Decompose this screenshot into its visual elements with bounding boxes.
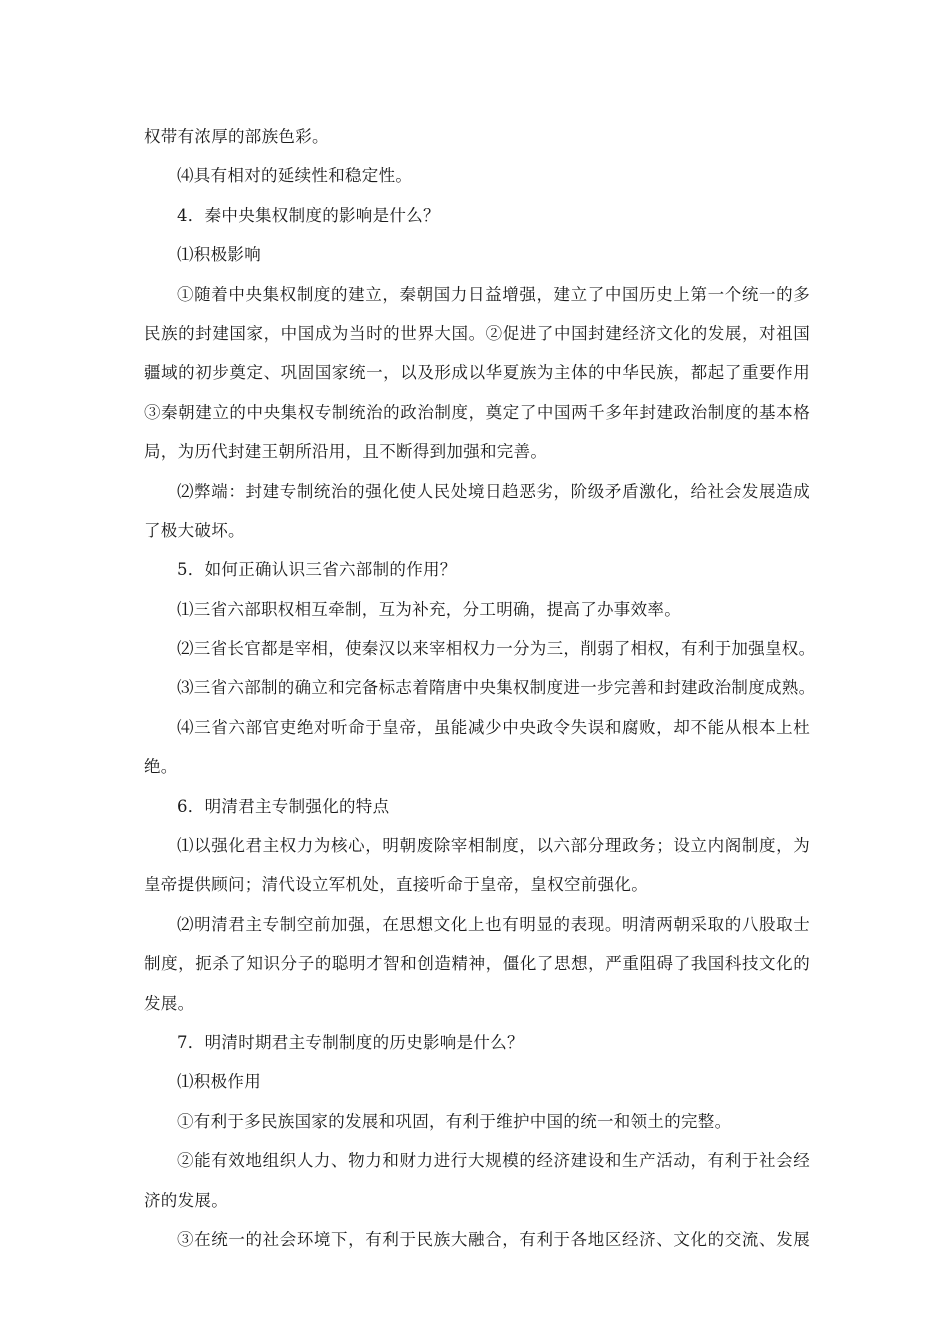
text-line: 4．秦中央集权制度的影响是什么？ xyxy=(177,205,440,225)
text-line: ⑵明清君主专制空前加强，在思想文化上也有明显的表现。明清两朝采取的八股取士 xyxy=(177,914,810,934)
text-line: ①随着中央集权制度的建立，秦朝国力日益增强，建立了中国历史上第一个统一的多 xyxy=(177,284,810,304)
text-line: ⑷三省六部官吏绝对听命于皇帝，虽能减少中央政令失误和腐败，却不能从根本上杜 xyxy=(177,717,810,737)
text-line: 绝。 xyxy=(144,757,178,777)
text-line: 发展。 xyxy=(144,993,195,1013)
text-line: ⑷具有相对的延续性和稳定性。 xyxy=(177,166,413,186)
text-line: ⑴积极作用 xyxy=(177,1072,261,1092)
text-line: ⑵三省长官都是宰相，使秦汉以来宰相权力一分为三，削弱了相权，有利于加强皇权。 xyxy=(177,639,816,659)
text-line: 5．如何正确认识三省六部制的作用？ xyxy=(177,560,457,580)
text-line: ⑴三省六部职权相互牵制，互为补充，分工明确，提高了办事效率。 xyxy=(177,599,681,619)
text-line: 6．明清君主专制强化的特点 xyxy=(177,796,390,816)
text-line: 了极大破坏。 xyxy=(144,520,245,540)
text-line: ③在统一的社会环境下，有利于民族大融合，有利于各地区经济、文化的交流、发展 xyxy=(177,1229,810,1249)
text-line: ⑶三省六部制的确立和完备标志着隋唐中央集权制度进一步完善和封建政治制度成熟。 xyxy=(177,678,816,698)
text-line: ③秦朝建立的中央集权专制统治的政治制度，奠定了中国两千多年封建政治制度的基本格 xyxy=(144,402,810,422)
text-line: 济的发展。 xyxy=(144,1190,228,1210)
text-line: 局，为历代封建王朝所沿用，且不断得到加强和完善。 xyxy=(144,442,548,462)
text-line: ①有利于多民族国家的发展和巩固，有利于维护中国的统一和领土的完整。 xyxy=(177,1111,732,1131)
text-line: ⑴积极影响 xyxy=(177,245,261,265)
text-line: 7．明清时期君主专制制度的历史影响是什么？ xyxy=(177,1032,524,1052)
text-line: ⑴以强化君主权力为核心，明朝废除宰相制度，以六部分理政务；设立内阁制度，为 xyxy=(177,836,810,856)
document-page xyxy=(144,117,816,1259)
text-line: 权带有浓厚的部族色彩。 xyxy=(144,127,329,146)
text-line: 民族的封建国家，中国成为当时的世界大国。②促进了中国封建经济文化的发展，对祖国 xyxy=(144,323,810,343)
text-line: ②能有效地组织人力、物力和财力进行大规模的经济建设和生产活动，有利于社会经 xyxy=(177,1151,810,1171)
text-line: 疆域的初步奠定、巩固国家统一，以及形成以华夏族为主体的中华民族，都起了重要作用 xyxy=(144,363,810,383)
text-line: 制度，扼杀了知识分子的聪明才智和创造精神，僵化了思想，严重阻碍了我国科技文化的 xyxy=(144,954,810,974)
text-line: ⑵弊端：封建专制统治的强化使人民处境日趋恶劣，阶级矛盾激化，给社会发展造成 xyxy=(177,481,810,501)
document-body xyxy=(144,117,816,1259)
text-line: 皇帝提供顾问；清代设立军机处，直接听命于皇帝，皇权空前强化。 xyxy=(144,875,648,895)
